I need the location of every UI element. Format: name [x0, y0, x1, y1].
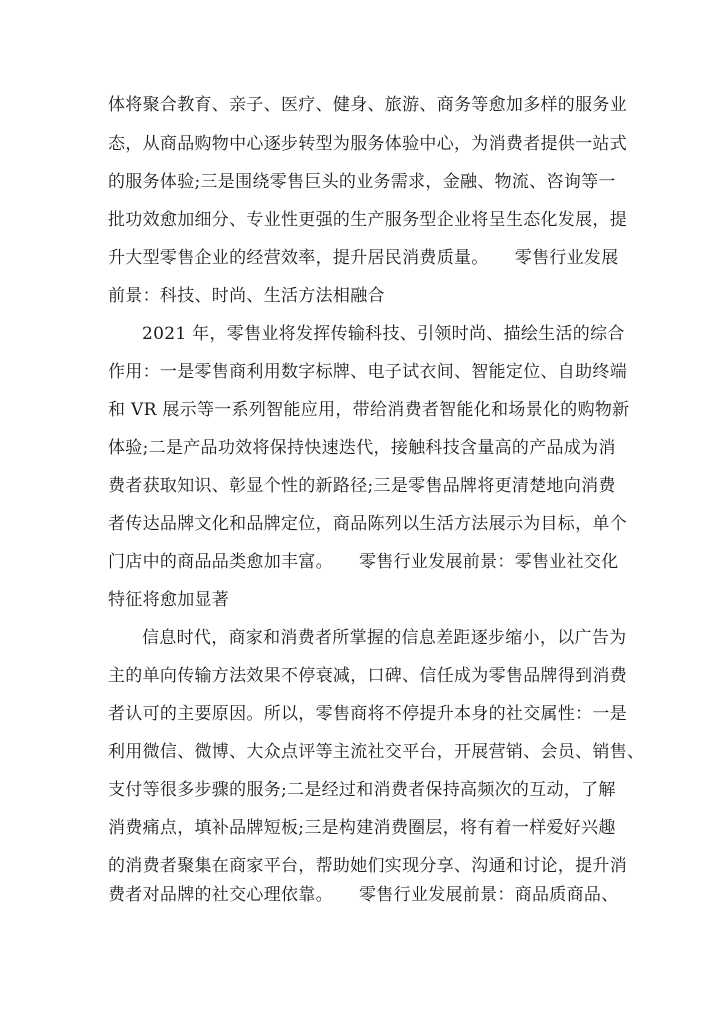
text-line: 态，从商品购物中心逐步转型为服务体验中心，为消费者提供一站式 [108, 134, 627, 154]
text-line: 支付等很多步骤的服务;二是经过和消费者保持高频次的互动，了解 [108, 780, 616, 800]
text-line: 主的单向传输方法效果不停衰减，口碑、信任成为零售品牌得到消费 [108, 666, 627, 686]
text-line: 体将聚合教育、亲子、医疗、健身、旅游、商务等愈加多样的服务业 [108, 95, 627, 115]
text-line: 费者对品牌的社交心理依靠。 零售行业发展前景：商品质商品、 [108, 885, 619, 905]
text-line: 者传达品牌文化和品牌定位，商品陈列以生活方法展示为目标，单个 [108, 514, 627, 534]
section-heading-line: 特征将愈加显著 [108, 590, 230, 610]
text-line: 体验;二是产品功效将保持快速迭代，接触科技含量高的产品成为消 [108, 438, 616, 458]
paragraph-start-line: 2021 年，零售业将发挥传输科技、引领时尚、描绘生活的综合 [142, 324, 625, 344]
text-line: 费者获取知识、彰显个性的新路径;三是零售品牌将更清楚地向消费 [108, 476, 616, 496]
text-line: 作用：一是零售商利用数字标牌、电子试衣间、智能定位、自助终端 [108, 362, 627, 382]
text-line: 的消费者聚集在商家平台，帮助她们实现分享、沟通和讨论，提升消 [108, 856, 627, 876]
text-line: 的服务体验;三是围绕零售巨头的业务需求，金融、物流、咨询等一 [108, 172, 616, 192]
section-heading-line: 前景：科技、时尚、生活方法相融合 [108, 286, 385, 306]
paragraph-start-line: 信息时代，商家和消费者所掌握的信息差距逐步缩小，以广告为 [142, 628, 627, 648]
text-line: 升大型零售企业的经营效率，提升居民消费质量。 零售行业发展 [108, 248, 619, 268]
text-line: 门店中的商品品类愈加丰富。 零售行业发展前景：零售业社交化 [108, 552, 619, 572]
text-line: 利用微信、微博、大众点评等主流社交平台，开展营销、会员、销售、 [108, 742, 645, 762]
text-line: 批功效愈加细分、专业性更强的生产服务型企业将呈生态化发展，提 [108, 210, 627, 230]
text-line: 消费痛点，填补品牌短板;三是构建消费圈层，将有着一样爱好兴趣 [108, 818, 616, 838]
text-line: 和 VR 展示等一系列智能应用，带给消费者智能化和场景化的购物新 [108, 400, 630, 420]
text-line: 者认可的主要原因。所以，零售商将不停提升本身的社交属性：一是 [108, 704, 627, 724]
